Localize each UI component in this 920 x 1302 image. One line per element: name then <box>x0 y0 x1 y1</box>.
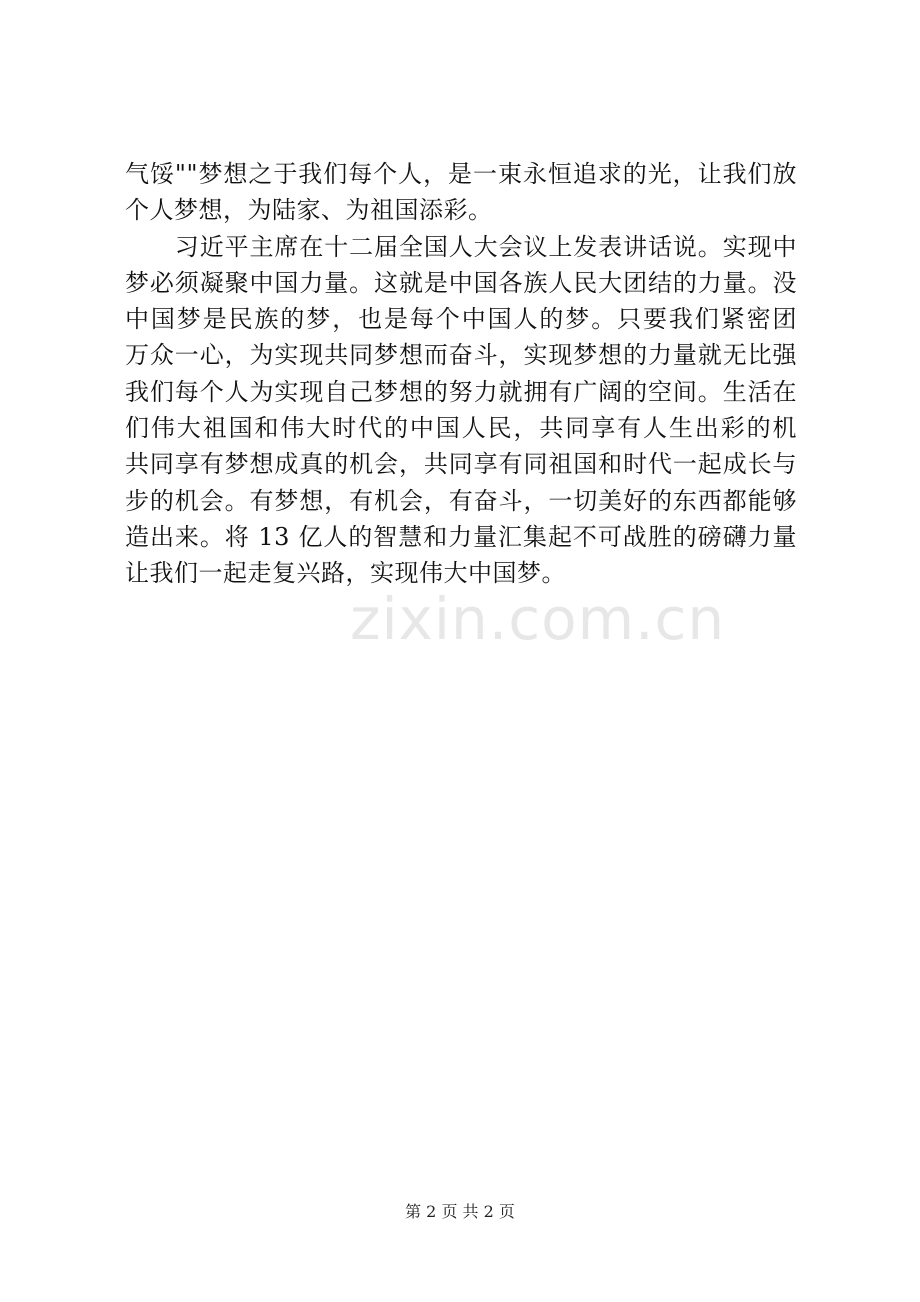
text-line: 中国梦是民族的梦，也是每个中国人的梦。只要我们紧密团 <box>125 305 797 334</box>
text-line: 共同享有梦想成真的机会，共同享有同祖国和时代一起成长与 <box>125 450 797 479</box>
text-line: 我们每个人为实现自己梦想的努力就拥有广阔的空间。生活在 <box>125 377 797 406</box>
text-line: 万众一心，为实现共同梦想而奋斗，实现梦想的力量就无比强 <box>125 341 797 370</box>
page-footer: 第 2 页 共 2 页 <box>405 1202 515 1221</box>
text-line: 们伟大祖国和伟大时代的中国人民，共同享有人生出彩的机 <box>125 414 797 443</box>
text-line: 个人梦想，为陆家、为祖国添彩。 <box>125 196 493 225</box>
text-line: 梦必须凝聚中国力量。这就是中国各族人民大团结的力量。没 <box>125 268 797 297</box>
text-line: 习近平主席在十二届全国人大会议上发表讲话说。实现中 <box>174 232 797 261</box>
text-line: 步的机会。有梦想，有机会，有奋斗，一切美好的东西都能够 <box>125 486 797 515</box>
text-line: 造出来。将 13 亿人的智慧和力量汇集起不可战胜的磅礴力量 <box>125 522 797 551</box>
document-body <box>125 156 797 592</box>
watermark: zixin.com.cn <box>350 585 726 653</box>
text-line: 气馁""梦想之于我们每个人，是一束永恒追求的光，让我们放 <box>125 160 797 188</box>
text-line: 让我们一起走复兴路，实现伟大中国梦。 <box>125 559 566 588</box>
